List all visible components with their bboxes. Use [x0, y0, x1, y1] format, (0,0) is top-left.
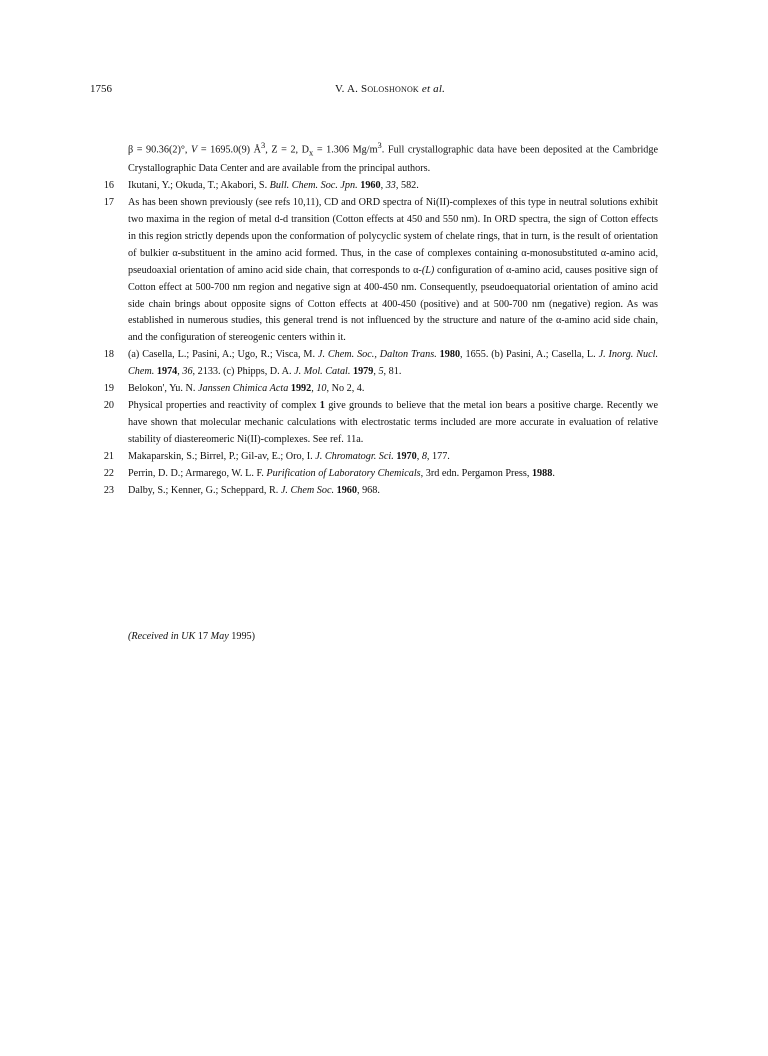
reference-23: 23 Dalby, S.; Kenner, G.; Scheppard, R. J. Chem Soc. 1960, 968.	[90, 483, 658, 500]
running-header	[90, 83, 690, 97]
reference-17: 17 As has been shown previously (see refs 10,11), CD and ORD spectra of Ni(II)-complexes of this type in neutral solutions exhibit two maxima in the region of metal d-d transition (Cotton effects at 450 and 550 nm). In ORD spectra, the sign of Cotton effects in this region strictly depends upon the conformation of polycyclic system of chelate rings, that in turn, is the result of orientation of bulkier α-substituent in the amino acid formed. Thus, in the case of complexes containing α-monosubstituted α-amino acid, pseudoaxial orientation of amino acid side chain, that corresponds to α-(L) configuration of α-amino acid, causes positive sign of Cotton effect at 500-700 nm region and negative sign at 400-450 nm. Consequently, pseudoequatorial orientation of amino acid side chain brings about opposite signs of Cotton effects at 400-450 (positive) and at 500-700 nm (negative) region. As was established in numerous studies, this general trend is not influenced by the structure and nature of the α-amino acid side chain, and the configuration of stereogenic centers within it.	[90, 195, 658, 347]
reference-18: 18 (a) Casella, L.; Pasini, A.; Ugo, R.; Visca, M. J. Chem. Soc., Dalton Trans. 1980, 1655. (b) Pasini, A.; Casella, L. J. Inorg. Nucl. Chem. 1974, 36, 2133. (c) Phipps, D. A. J. Mol. Catal. 1979, 5, 81.	[90, 347, 658, 381]
references-list	[90, 137, 658, 499]
reference-number: 22	[103, 467, 114, 479]
reference-number: 23	[103, 484, 114, 496]
reference-number: 18	[103, 349, 114, 361]
running-head-et-al: et al.	[421, 83, 446, 95]
reference-20: 20 Physical properties and reactivity of complex 1 give grounds to believe that the metal ion bears a positive charge. Recently we have shown that molecular mechanic calculations with electrostatic terms included are more accurate in evaluation of relative stability of diastereomeric Ni(II)-complexes. See ref. 11a.	[90, 398, 658, 449]
page-number: 1756	[90, 83, 112, 95]
reference-number: 21	[103, 450, 114, 462]
reference-19: 19 Belokon', Yu. N. Janssen Chimica Acta 1992, 10, No 2, 4.	[90, 381, 658, 398]
reference-22: 22 Perrin, D. D.; Armarego, W. L. F. Purification of Laboratory Chemicals, 3rd edn. Pergamon Press, 1988.	[90, 466, 658, 483]
running-head-author: V. A. Soloshonok	[334, 83, 419, 95]
reference-21: 21 Makaparskin, S.; Birrel, P.; Gil-av, E.; Oro, I. J. Chromatogr. Sci. 1970, 8, 177.	[90, 449, 658, 466]
reference-number: 20	[103, 400, 114, 412]
running-head-title	[90, 83, 690, 95]
received-date: (Received in UK 17 May 1995)	[128, 631, 256, 642]
reference-number: 19	[103, 383, 114, 395]
reference-16: 16 Ikutani, Y.; Okuda, T.; Akabori, S. Bull. Chem. Soc. Jpn. 1960, 33, 582.	[90, 178, 658, 195]
reference-number: 16	[103, 180, 114, 192]
reference-continuation: β = 90.36(2)°, V = 1695.0(9) $Å^3$, Z = 2, $D_x = 1.306$ $Mg/m^3$. Full crystallographic data have been deposited at the Cambridge Crystallographic Data Center and are available from the principal authors.	[128, 140, 659, 175]
reference-number: 17	[103, 197, 114, 209]
